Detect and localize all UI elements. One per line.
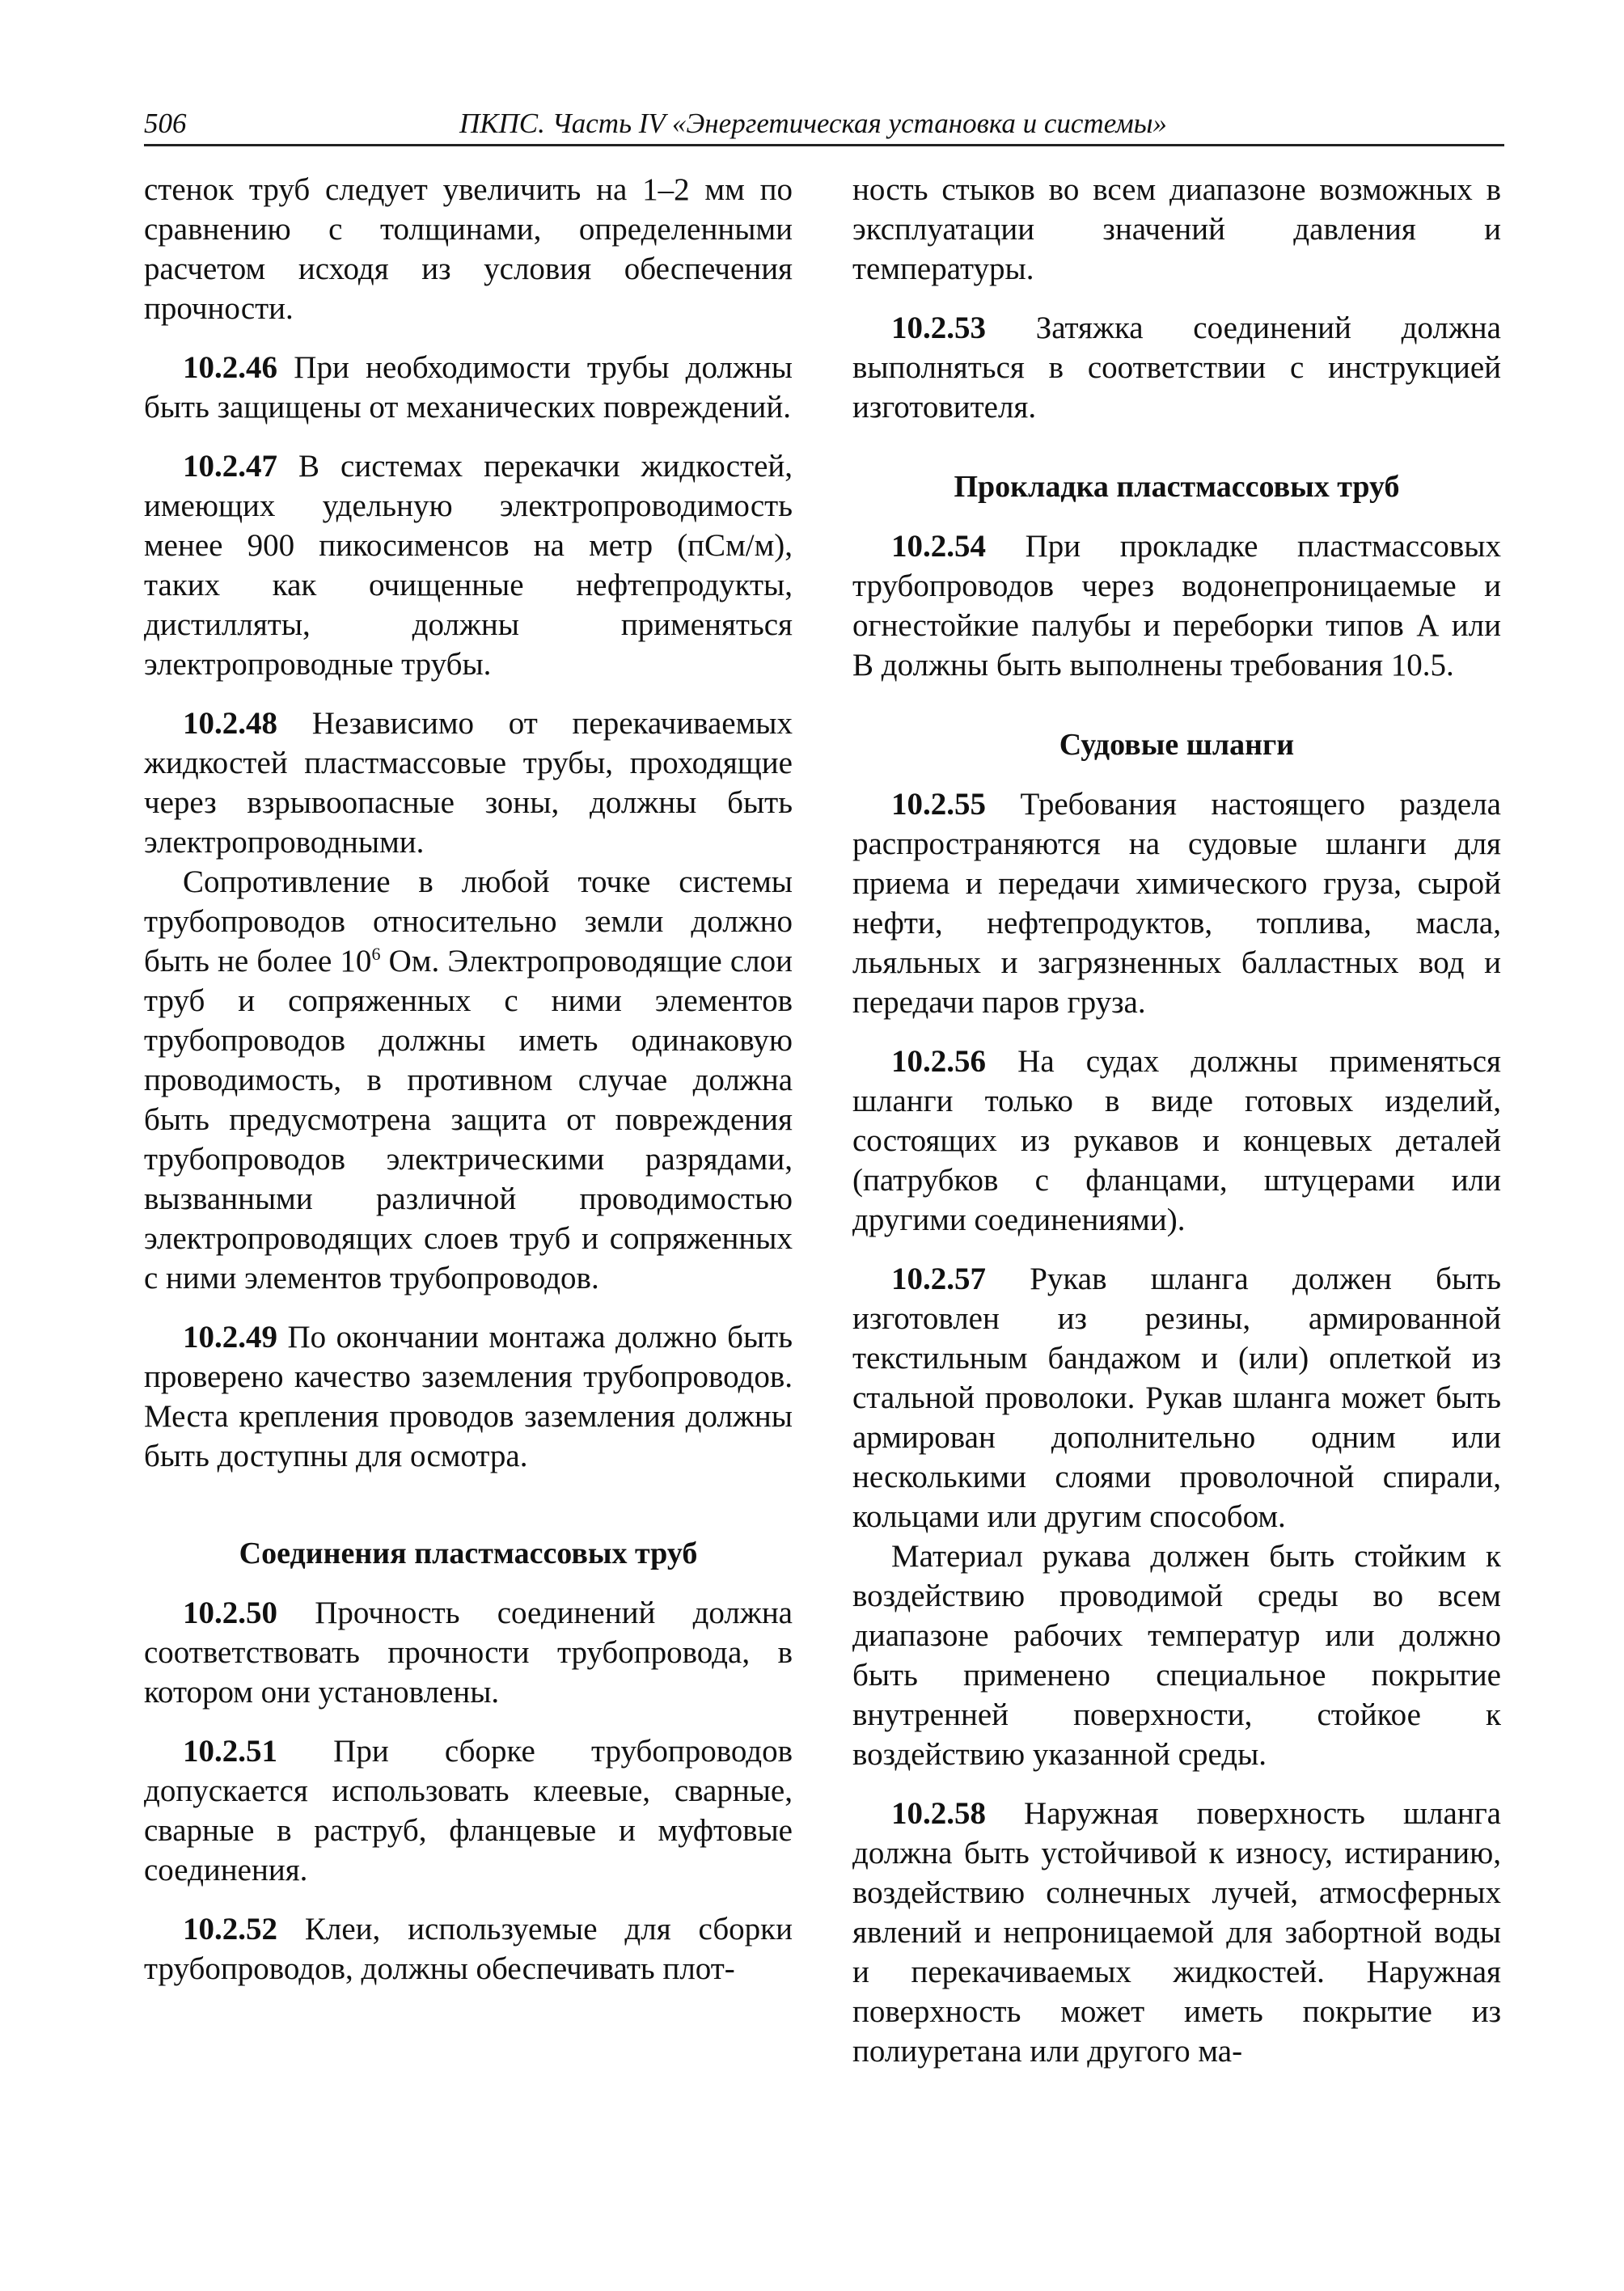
section-heading-laying: Прокладка пластмассовых труб	[954, 470, 1400, 504]
clause-text: Независимо от перекачиваемых жидкостей пластмассовые трубы, проходящие через взрывоопасные зоны, должны быть электропроводными.	[144, 706, 793, 860]
paragraph-10-2-51	[144, 1731, 793, 1890]
clause-number: 10.2.50	[183, 1596, 277, 1630]
clause-text: Затяжка соединений должна выполняться в соответствии с инструкцией изготовителя.	[852, 311, 1501, 425]
clause-number: 10.2.49	[183, 1320, 277, 1355]
clause-number: 10.2.56	[891, 1044, 986, 1079]
paragraph-10-2-50	[144, 1593, 793, 1712]
page-number: 506	[144, 108, 187, 139]
paragraph-10-2-57	[852, 1259, 1501, 1536]
clause-text: При необходимости трубы должны быть защищены от механических повреждений.	[144, 350, 793, 425]
clause-number: 10.2.51	[183, 1734, 277, 1769]
running-title: ПКПС. Часть IV «Энергетическая установка и системы»	[459, 108, 1167, 139]
clause-number: 10.2.57	[891, 1262, 986, 1296]
clause-number: 10.2.46	[183, 350, 277, 385]
resistance-text-before: Сопротивление в любой точке системы трубопроводов относительно земли должно быть не более 10	[144, 864, 793, 979]
clause-text: Клеи, используемые для сборки трубопроводов, должны обеспечивать плот-	[144, 1912, 793, 1986]
paragraph-10-2-53	[852, 308, 1501, 427]
paragraph-10-2-58	[852, 1794, 1501, 2071]
right-column	[852, 170, 1501, 2090]
clause-number: 10.2.48	[183, 706, 277, 741]
paragraph-10-2-55	[852, 784, 1501, 1022]
paragraph-10-2-47	[144, 446, 793, 684]
paragraph-10-2-46	[144, 348, 793, 427]
clause-text: Требования настоящего раздела распространяются на судовые шланги для приема и передачи химического груза, сырой нефти, нефтепродуктов, топлива, масла, льяльных и загрязненных балластных вод и передачи паров груза.	[852, 787, 1501, 1020]
clause-number: 10.2.54	[891, 529, 986, 564]
paragraph-10-2-54	[852, 526, 1501, 685]
clause-text: Наружная поверхность шланга должна быть устойчивой к износу, истиранию, воздействию солнечных лучей, атмосферных явлений и непроницаемой для забортной воды и перекачиваемых жидкостей. Наружная поверхность может иметь покрытие из полиуретана или другого ма-	[852, 1796, 1501, 2069]
left-column	[144, 170, 793, 2008]
clause-number: 10.2.55	[891, 787, 986, 822]
clause-text: Прочность соединений должна соответствовать прочности трубопровода, в котором они установлены.	[144, 1596, 793, 1710]
clause-text: На судах должны применяться шланги только в виде готовых изделий, состоящих из рукавов и концевых деталей (патрубков с фланцами, штуцерами или другими соединениями).	[852, 1044, 1501, 1237]
resistance-text-after: Ом. Электропроводящие слои труб и сопряженных с ними элементов трубопроводов должны иметь одинаковую проводимость, в противном случае должна быть предусмотрена защита от повреждения трубопроводов электрическими разрядами, вызванными различной проводимостью электропроводящих слоев труб и сопряженных с ними элементов трубопроводов.	[144, 944, 793, 1296]
paragraph-10-2-49	[144, 1317, 793, 1476]
clause-number: 10.2.58	[891, 1796, 986, 1831]
section-heading-joints: Соединения пластмассовых труб	[239, 1536, 698, 1570]
clause-number: 10.2.47	[183, 449, 277, 484]
clause-text: Рукав шланга должен быть изготовлен из резины, армированной текстильным бандажом и (или) оплеткой из стальной проволоки. Рукав шланга может быть армирован дополнительно одним или несколькими слоями проволочной спирали, кольцами или другим способом.	[852, 1262, 1501, 1534]
clause-number: 10.2.53	[891, 311, 986, 345]
clause-text: В системах перекачки жидкостей, имеющих удельную электропроводимость менее 900 пикосименсов на метр (пСм/м), таких как очищенные нефтепродукты, дистилляты, должны применяться электропроводные трубы.	[144, 449, 793, 682]
exponent: 6	[371, 944, 381, 964]
paragraph-10-2-48	[144, 704, 793, 862]
paragraph-resistance	[144, 862, 793, 1298]
paragraph-10-2-52-continuation: ность стыков во всем диапазоне возможных в эксплуатации значений давления и температуры.	[852, 172, 1501, 286]
section-heading-hoses: Судовые шланги	[1059, 728, 1295, 762]
page-header	[144, 104, 1504, 146]
clause-text: По окончании монтажа должно быть проверено качество заземления трубопроводов. Места крепления проводов заземления должны быть доступны для осмотра.	[144, 1320, 793, 1473]
clause-number: 10.2.52	[183, 1912, 277, 1947]
paragraph-hose-material: Материал рукава должен быть стойким к воздействию проводимой среды во всем диапазоне рабочих температур или должно быть применено специальное покрытие внутренней поверхности, стойкое к воздействию указанной среды.	[852, 1539, 1501, 1772]
paragraph-10-2-56	[852, 1042, 1501, 1240]
clause-text: При сборке трубопроводов допускается использовать клеевые, сварные, сварные в раструб, фланцевые и муфтовые соединения.	[144, 1734, 793, 1887]
clause-text: При прокладке пластмассовых трубопроводов через водонепроницаемые и огнестойкие палубы и переборки типов А или В должны быть выполнены требования 10.5.	[852, 529, 1501, 683]
paragraph-intro-continuation: стенок труб следует увеличить на 1–2 мм по сравнению с толщинами, определенными расчетом исходя из условия обеспечения прочности.	[144, 172, 793, 326]
paragraph-10-2-52	[144, 1909, 793, 1989]
